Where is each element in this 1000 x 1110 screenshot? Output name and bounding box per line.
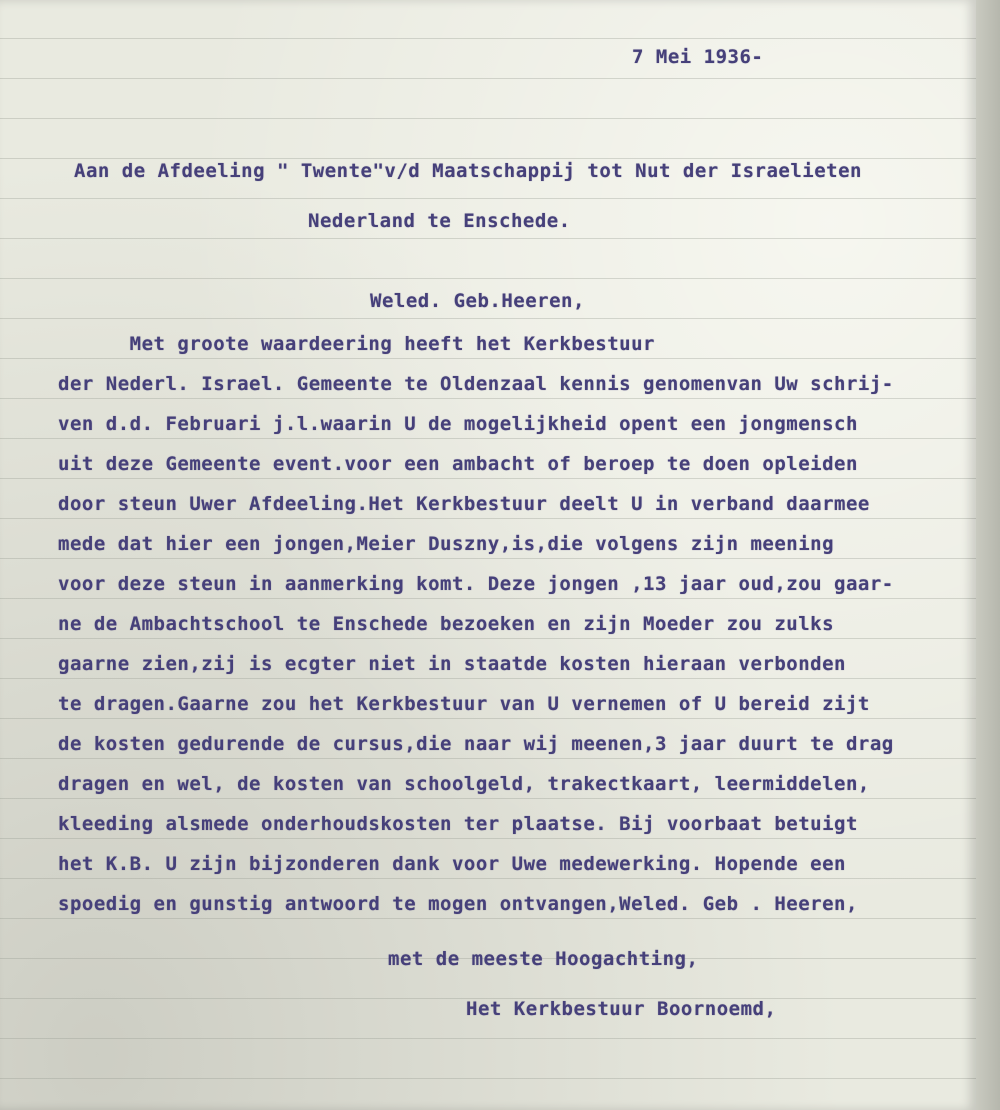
page-edge xyxy=(976,0,1000,1110)
signature-line: Het Kerkbestuur Boornoemd, xyxy=(466,998,777,1020)
body-line: dragen en wel, de kosten van schoolgeld, trakectkaart, leermiddelen, xyxy=(58,773,870,795)
recipient-address-line-1: Aan de Afdeeling " Twente"v/d Maatschappij tot Nut der Israelieten xyxy=(74,160,862,182)
body-line: mede dat hier een jongen,Meier Duszny,is,die volgens zijn meening xyxy=(58,533,835,555)
body-line: der Nederl. Israel. Gemeente te Oldenzaal kennis genomenvan Uw schrij- xyxy=(58,373,894,395)
salutation: Weled. Geb.Heeren, xyxy=(370,290,585,312)
body-line: voor deze steun in aanmerking komt. Deze jongen ,13 jaar oud,zou gaar- xyxy=(58,573,894,595)
body-line: ne de Ambachtschool te Enschede bezoeken en zijn Moeder zou zulks xyxy=(58,613,835,635)
body-line: kleeding alsmede onderhoudskosten ter plaatse. Bij voorbaat betuigt xyxy=(58,813,858,835)
body-line: te dragen.Gaarne zou het Kerkbestuur van U vernemen of U bereid zijt xyxy=(58,693,870,715)
letter-date: 7 Mei 1936- xyxy=(632,46,764,68)
body-line: door steun Uwer Afdeeling.Het Kerkbestuur deelt U in verband daarmee xyxy=(58,493,870,515)
body-line: de kosten gedurende de cursus,die naar wij meenen,3 jaar duurt te drag xyxy=(58,733,894,755)
body-line: ven d.d. Februari j.l.waarin U de mogelijkheid opent een jongmensch xyxy=(58,413,858,435)
body-line: het K.B. U zijn bijzonderen dank voor Uwe medewerking. Hopende een xyxy=(58,853,846,875)
recipient-address-line-2: Nederland te Enschede. xyxy=(308,210,571,232)
body-line: Met groote waardeering heeft het Kerkbestuur xyxy=(58,333,655,355)
body-line: gaarne zien,zij is ecgter niet in staatde kosten hieraan verbonden xyxy=(58,653,846,675)
closing-line: met de meeste Hoogachting, xyxy=(388,948,699,970)
body-line: uit deze Gemeente event.voor een ambacht of beroep te doen opleiden xyxy=(58,453,858,475)
body-line: spoedig en gunstig antwoord te mogen ontvangen,Weled. Geb . Heeren, xyxy=(58,893,858,915)
